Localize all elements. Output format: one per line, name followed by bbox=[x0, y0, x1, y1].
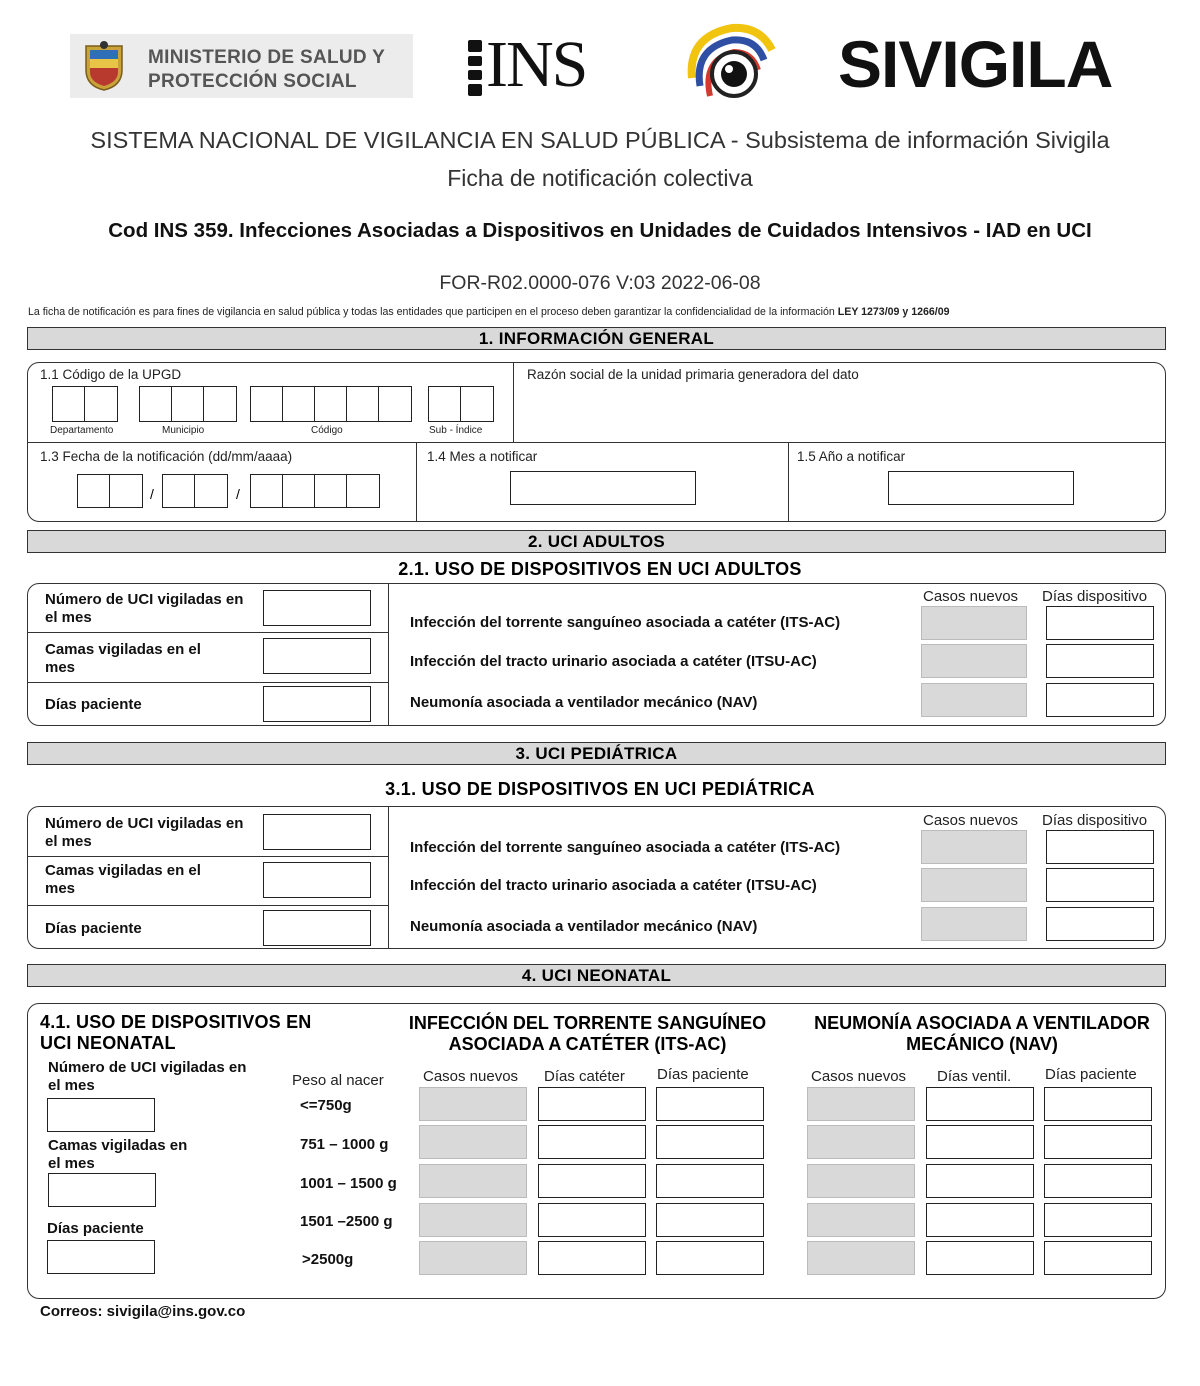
ministerio-logo bbox=[70, 34, 413, 98]
razon-social-label: Razón social de la unidad primaria generadora del dato bbox=[527, 367, 859, 382]
its-casos-nuevos-header: Casos nuevos bbox=[423, 1068, 519, 1085]
neonatal-its-ac-title: INFECCIÓN DEL TORRENTE SANGUÍNEO ASOCIADA A CATÉTER (ITS-AC) bbox=[408, 1013, 767, 1054]
section-3-subtitle: 3.1. USO DE DISPOSITIVOS EN UCI PEDIÁTRICA bbox=[385, 779, 815, 799]
upgd-subindice-input[interactable] bbox=[428, 386, 494, 422]
date-separator: / bbox=[150, 486, 154, 502]
footer-emails: Correos: sivigila@ins.gov.co bbox=[40, 1303, 246, 1320]
sivigila-eye-icon bbox=[680, 16, 780, 112]
upgd-departamento-input[interactable] bbox=[52, 386, 118, 422]
pediatrica-dias-paciente-input[interactable] bbox=[263, 910, 371, 946]
its-dias-cateter-input-row-5[interactable] bbox=[538, 1241, 646, 1275]
pediatrica-itsu-ac-label: Infección del tracto urinario asociada a catéter (ITSU-AC) bbox=[410, 877, 817, 894]
its-casos-nuevos-input-row-3[interactable] bbox=[419, 1164, 527, 1198]
nav-casos-nuevos-input-row-5[interactable] bbox=[807, 1241, 915, 1275]
nav-dias-ventil-header: Días ventil. bbox=[937, 1068, 1012, 1085]
neonatal-dias-paciente-input[interactable] bbox=[47, 1240, 155, 1274]
ins-logo bbox=[466, 28, 616, 101]
date-separator: / bbox=[236, 486, 240, 502]
adultos-dias-paciente-input[interactable] bbox=[263, 686, 371, 722]
divider bbox=[788, 443, 789, 521]
pediatrica-nav-dias-input[interactable] bbox=[1046, 907, 1154, 941]
pediatrica-itsu-ac-dias-input[interactable] bbox=[1046, 868, 1154, 902]
section-2-title: 2. UCI ADULTOS bbox=[27, 530, 1166, 553]
section-4-title: 4. UCI NEONATAL bbox=[27, 964, 1166, 987]
nav-casos-nuevos-header: Casos nuevos bbox=[811, 1068, 907, 1085]
pediatrica-its-ac-casos-input[interactable] bbox=[921, 830, 1027, 864]
fecha-ano-input[interactable] bbox=[250, 474, 380, 508]
codigo-label: Código bbox=[311, 425, 343, 436]
nav-dias-ventil-input-row-5[interactable] bbox=[926, 1241, 1034, 1275]
form-title: Ficha de notificación colectiva bbox=[447, 165, 753, 191]
adultos-its-ac-dias-input[interactable] bbox=[1046, 606, 1154, 640]
pediatrica-uci-vigiladas-label: Número de UCI vigiladas en el mes bbox=[45, 815, 244, 850]
peso-row-label: 1001 – 1500 g bbox=[300, 1175, 397, 1192]
colombia-crest-icon bbox=[82, 40, 126, 92]
its-dias-paciente-input-row-5[interactable] bbox=[656, 1241, 764, 1275]
nav-casos-nuevos-input-row-4[interactable] bbox=[807, 1203, 915, 1237]
its-dias-cateter-header: Días catéter bbox=[544, 1068, 625, 1085]
sivigila-logo-text: SIVIGILA bbox=[838, 27, 1113, 101]
pediatrica-casos-nuevos-header: Casos nuevos bbox=[923, 812, 1019, 829]
nav-casos-nuevos-input-row-2[interactable] bbox=[807, 1125, 915, 1159]
its-casos-nuevos-input-row-4[interactable] bbox=[419, 1203, 527, 1237]
its-dias-cateter-input-row-2[interactable] bbox=[538, 1125, 646, 1159]
section-4-subtitle: 4.1. USO DE DISPOSITIVOS EN UCI NEONATAL bbox=[40, 1012, 312, 1053]
nav-dias-ventil-input-row-1[interactable] bbox=[926, 1087, 1034, 1121]
adultos-its-ac-casos-input[interactable] bbox=[921, 606, 1027, 640]
adultos-itsu-ac-label: Infección del tracto urinario asociada a catéter (ITSU-AC) bbox=[410, 653, 817, 670]
neonatal-camas-vigiladas-input[interactable] bbox=[48, 1173, 156, 1207]
system-title: SISTEMA NACIONAL DE VIGILANCIA EN SALUD PÚBLICA - Subsistema de información Sivigila bbox=[90, 127, 1110, 153]
its-casos-nuevos-input-row-5[interactable] bbox=[419, 1241, 527, 1275]
pediatrica-nav-label: Neumonía asociada a ventilador mecánico (NAV) bbox=[410, 918, 758, 935]
section-2-subtitle: 2.1. USO DE DISPOSITIVOS EN UCI ADULTOS bbox=[398, 559, 802, 579]
mes-notificar-input[interactable] bbox=[510, 471, 696, 505]
divider bbox=[388, 807, 389, 948]
pediatrica-camas-vigiladas-input[interactable] bbox=[263, 862, 371, 898]
peso-row-label: <=750g bbox=[300, 1097, 352, 1114]
section-3-title: 3. UCI PEDIÁTRICA bbox=[27, 742, 1166, 765]
ins-logo-text: INS bbox=[486, 28, 587, 101]
divider bbox=[28, 905, 388, 906]
neonatal-camas-vigiladas-label: Camas vigiladas en el mes bbox=[48, 1137, 188, 1172]
neonatal-uci-vigiladas-label: Número de UCI vigiladas en el mes bbox=[48, 1059, 247, 1094]
adultos-dias-paciente-label: Días paciente bbox=[45, 696, 142, 713]
pediatrica-uci-vigiladas-input[interactable] bbox=[263, 814, 371, 850]
adultos-itsu-ac-casos-input[interactable] bbox=[921, 644, 1027, 678]
peso-row-label: >2500g bbox=[302, 1251, 354, 1268]
ins-mark-icon bbox=[466, 40, 484, 96]
ministerio-line-1: MINISTERIO DE SALUD Y bbox=[148, 47, 386, 68]
adultos-its-ac-label: Infección del torrente sanguíneo asociada a catéter (ITS-AC) bbox=[410, 614, 841, 631]
adultos-camas-vigiladas-input[interactable] bbox=[263, 638, 371, 674]
adultos-uci-vigiladas-label: Número de UCI vigiladas en el mes bbox=[45, 591, 244, 626]
neonatal-uci-vigiladas-input[interactable] bbox=[47, 1098, 155, 1132]
disclaimer-text: La ficha de notificación es para fines de vigilancia en salud pública y todas las entidades que participen en el proceso deben garantizar la confidencialidad de la información bbox=[28, 306, 835, 318]
ministerio-line-2: PROTECCIÓN SOCIAL bbox=[148, 71, 357, 92]
divider bbox=[416, 443, 417, 521]
nav-dias-paciente-input-row-5[interactable] bbox=[1044, 1241, 1152, 1275]
pediatrica-dias-paciente-label: Días paciente bbox=[45, 920, 142, 937]
mes-notificar-label: 1.4 Mes a notificar bbox=[427, 449, 538, 464]
its-dias-cateter-input-row-4[interactable] bbox=[538, 1203, 646, 1237]
nav-dias-ventil-input-row-3[interactable] bbox=[926, 1164, 1034, 1198]
ano-notificar-label: 1.5 Año a notificar bbox=[797, 449, 906, 464]
nav-casos-nuevos-input-row-3[interactable] bbox=[807, 1164, 915, 1198]
its-dias-paciente-input-row-3[interactable] bbox=[656, 1164, 764, 1198]
adultos-nav-dias-input[interactable] bbox=[1046, 683, 1154, 717]
nav-dias-paciente-input-row-1[interactable] bbox=[1044, 1087, 1152, 1121]
ministerio-name bbox=[148, 46, 385, 94]
divider bbox=[28, 632, 388, 633]
divider bbox=[28, 856, 388, 857]
upgd-codigo-input[interactable] bbox=[250, 386, 412, 422]
its-dias-paciente-input-row-1[interactable] bbox=[656, 1087, 764, 1121]
peso-nacer-header: Peso al nacer bbox=[292, 1072, 384, 1089]
adultos-dias-dispositivo-header: Días dispositivo bbox=[1042, 588, 1148, 605]
fecha-dia-input[interactable] bbox=[77, 474, 143, 508]
pediatrica-camas-vigiladas-label: Camas vigiladas en el mes bbox=[45, 862, 201, 897]
subindice-label: Sub - Índice bbox=[429, 425, 483, 436]
nav-dias-paciente-input-row-2[interactable] bbox=[1044, 1125, 1152, 1159]
its-dias-paciente-input-row-2[interactable] bbox=[656, 1125, 764, 1159]
nav-dias-paciente-header: Días paciente bbox=[1045, 1066, 1137, 1083]
neonatal-nav-title: NEUMONÍA ASOCIADA A VENTILADOR MECÁNICO (NAV) bbox=[814, 1013, 1150, 1054]
divider bbox=[28, 682, 388, 683]
nav-dias-paciente-input-row-3[interactable] bbox=[1044, 1164, 1152, 1198]
event-title: Cod INS 359. Infecciones Asociadas a Dispositivos en Unidades de Cuidados Intensivos - IAD en UCI bbox=[108, 219, 1092, 242]
section-1-title: 1. INFORMACIÓN GENERAL bbox=[27, 327, 1166, 350]
pediatrica-its-ac-dias-input[interactable] bbox=[1046, 830, 1154, 864]
nav-casos-nuevos-input-row-1[interactable] bbox=[807, 1087, 915, 1121]
divider bbox=[28, 442, 1165, 443]
ano-notificar-input[interactable] bbox=[888, 471, 1074, 505]
fecha-notificacion-label: 1.3 Fecha de la notificación (dd/mm/aaaa) bbox=[40, 449, 293, 464]
divider bbox=[388, 584, 389, 725]
adultos-casos-nuevos-header: Casos nuevos bbox=[923, 588, 1019, 605]
departamento-label: Departamento bbox=[50, 425, 114, 436]
neonatal-dias-paciente-label: Días paciente bbox=[47, 1220, 144, 1237]
disclaimer-law: LEY 1273/09 y 1266/09 bbox=[837, 306, 950, 318]
adultos-nav-casos-input[interactable] bbox=[921, 683, 1027, 717]
its-dias-cateter-input-row-1[interactable] bbox=[538, 1087, 646, 1121]
peso-row-label: 751 – 1000 g bbox=[300, 1136, 389, 1153]
adultos-uci-vigiladas-input[interactable] bbox=[263, 590, 371, 626]
upgd-code-label: 1.1 Código de la UPGD bbox=[40, 367, 182, 382]
upgd-municipio-input[interactable] bbox=[139, 386, 237, 422]
form-code: FOR-R02.0000-076 V:03 2022-06-08 bbox=[439, 272, 761, 294]
its-casos-nuevos-input-row-2[interactable] bbox=[419, 1125, 527, 1159]
its-dias-paciente-header: Días paciente bbox=[657, 1066, 749, 1083]
municipio-label: Municipio bbox=[162, 425, 205, 436]
adultos-itsu-ac-dias-input[interactable] bbox=[1046, 644, 1154, 678]
its-dias-cateter-input-row-3[interactable] bbox=[538, 1164, 646, 1198]
confidentiality-disclaimer bbox=[28, 306, 950, 318]
pediatrica-its-ac-label: Infección del torrente sanguíneo asociada a catéter (ITS-AC) bbox=[410, 839, 841, 856]
pediatrica-dias-dispositivo-header: Días dispositivo bbox=[1042, 812, 1148, 829]
nav-dias-ventil-input-row-4[interactable] bbox=[926, 1203, 1034, 1237]
adultos-nav-label: Neumonía asociada a ventilador mecánico (NAV) bbox=[410, 694, 758, 711]
peso-row-label: 1501 –2500 g bbox=[300, 1213, 393, 1230]
fecha-mes-input[interactable] bbox=[162, 474, 228, 508]
pediatrica-nav-casos-input[interactable] bbox=[921, 907, 1027, 941]
divider bbox=[513, 363, 514, 443]
adultos-camas-vigiladas-label: Camas vigiladas en el mes bbox=[45, 641, 201, 676]
its-casos-nuevos-input-row-1[interactable] bbox=[419, 1087, 527, 1121]
its-dias-paciente-input-row-4[interactable] bbox=[656, 1203, 764, 1237]
nav-dias-ventil-input-row-2[interactable] bbox=[926, 1125, 1034, 1159]
pediatrica-itsu-ac-casos-input[interactable] bbox=[921, 868, 1027, 902]
nav-dias-paciente-input-row-4[interactable] bbox=[1044, 1203, 1152, 1237]
